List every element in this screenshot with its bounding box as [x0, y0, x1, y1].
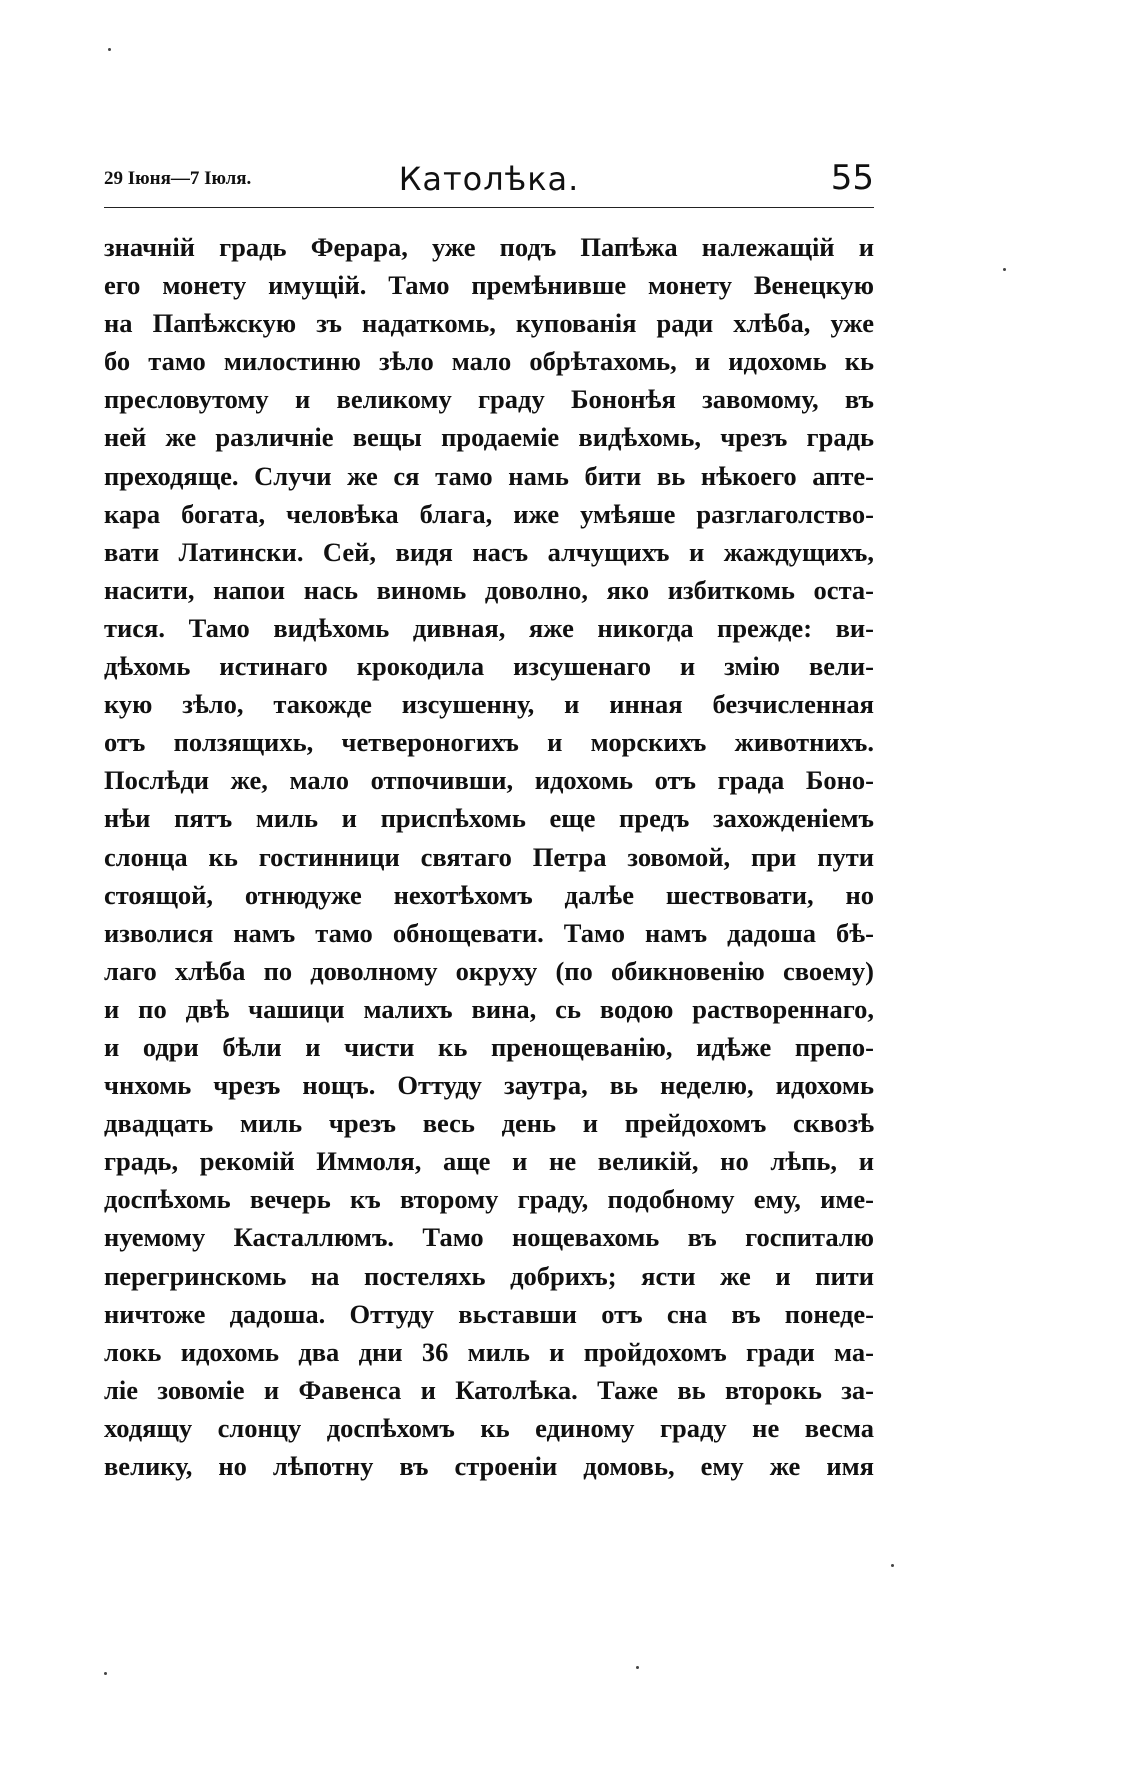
scan-speck — [104, 1672, 107, 1675]
text-line: лаго хлѣба по доволному окруху (по обикновенію своему) — [104, 955, 874, 986]
text-line: ничтоже дадоша. Оттуду вьставши отъ сна въ понеде- — [104, 1298, 874, 1329]
text-line: значній градь Ферара, уже подъ Папѣжа належащій и — [104, 232, 874, 262]
scan-speck — [636, 1666, 639, 1669]
text-line: отъ ползящихь, четвероногихъ и морскихъ животнихъ. — [104, 727, 874, 758]
text-line: нуемому Касталлюмъ. Тамо нощевахомь въ госпиталю — [104, 1222, 874, 1253]
text-line: бо тамо милостиню зѣло мало обрѣтахомь, и идохомь кь — [104, 346, 874, 377]
text-line: вати Латински. Сей, видя насъ алчущихъ и жаждущихъ, — [104, 536, 874, 567]
text-line: перегринскомь на постеляхь добрихъ; ясти же и пити — [104, 1260, 874, 1291]
text-line: нѣи пятъ миль и приспѣхомь еще предъ захожденіемъ — [104, 803, 874, 834]
text-line: чнхомь чрезъ нощъ. Оттуду заутра, вь неделю, идохомь — [104, 1070, 874, 1101]
text-line: пресловутому и великому граду Бононѣя завомому, въ — [104, 384, 874, 415]
text-line: ней же различніе вещы продаеміе видѣхомь, чрезъ градь — [104, 422, 874, 453]
text-line: ходящу слонцу доспѣхомъ кь единому граду не весма — [104, 1412, 874, 1443]
text-line: кара богата, человѣка блага, иже умѣяше разглаголство- — [104, 498, 874, 529]
scan-speck — [1003, 268, 1006, 271]
scan-speck — [891, 1564, 894, 1567]
text-line: и по двѣ чашици малихъ вина, сь водою раствореннаго, — [104, 993, 874, 1024]
scan-speck — [108, 48, 111, 51]
text-line: градь, рекомій Иммоля, аще и не великій, но лѣпь, и — [104, 1146, 874, 1177]
text-line: двадцать миль чрезъ весь день и прейдохомъ сквозѣ — [104, 1108, 874, 1139]
text-line: кую зѣло, такожде изсушенну, и инная безчисленная — [104, 689, 874, 720]
header-title: Католѣка. — [398, 160, 580, 198]
text-line: преходяще. Случи же ся тамо намь бити вь нѣкоего апте- — [104, 460, 874, 491]
header-date: 29 Іюня—7 Іюля. — [104, 168, 252, 189]
text-line: и одри бѣли и чисти кь пренощеванію, идѣже препо- — [104, 1031, 874, 1062]
text-line: Послѣди же, мало отпочивши, идохомь отъ града Боно- — [104, 765, 874, 796]
text-line: велику, но лѣпотну въ строеніи домовь, ему же имя — [104, 1451, 874, 1481]
text-line: локь идохомь два дни 36 миль и пройдохомъ гради ма- — [104, 1336, 874, 1367]
text-line: слонца кь гостинници святаго Петра зовомой, при пути — [104, 841, 874, 872]
running-header — [104, 158, 874, 206]
text-line: изволися намъ тамо обнощевати. Тамо намъ дадоша бѣ- — [104, 917, 874, 948]
text-line: стоящой, отнюдуже нехотѣхомъ далѣе шествовати, но — [104, 879, 874, 910]
text-line: доспѣхомь вечерь къ второму граду, подобному ему, име- — [104, 1184, 874, 1215]
text-line: его монету имущій. Тамо премѣнивше монету Венецкую — [104, 270, 874, 301]
body-text — [104, 228, 874, 1485]
text-line: ліе зовоміе и Фавенса и Католѣка. Таже вь второкь за- — [104, 1374, 874, 1405]
header-rule — [104, 207, 874, 208]
text-line: тися. Тамо видѣхомь дивная, яже никогда прежде: ви- — [104, 612, 874, 643]
text-line: насити, напои нась виномь доволно, яко избиткомь оста- — [104, 574, 874, 605]
text-line: на Папѣжскую зъ надаткомь, купованія ради хлѣба, уже — [104, 308, 874, 339]
page-number: 55 — [830, 158, 874, 198]
text-line: дѣхомь истинаго крокодила изсушенаго и змію вели- — [104, 651, 874, 682]
